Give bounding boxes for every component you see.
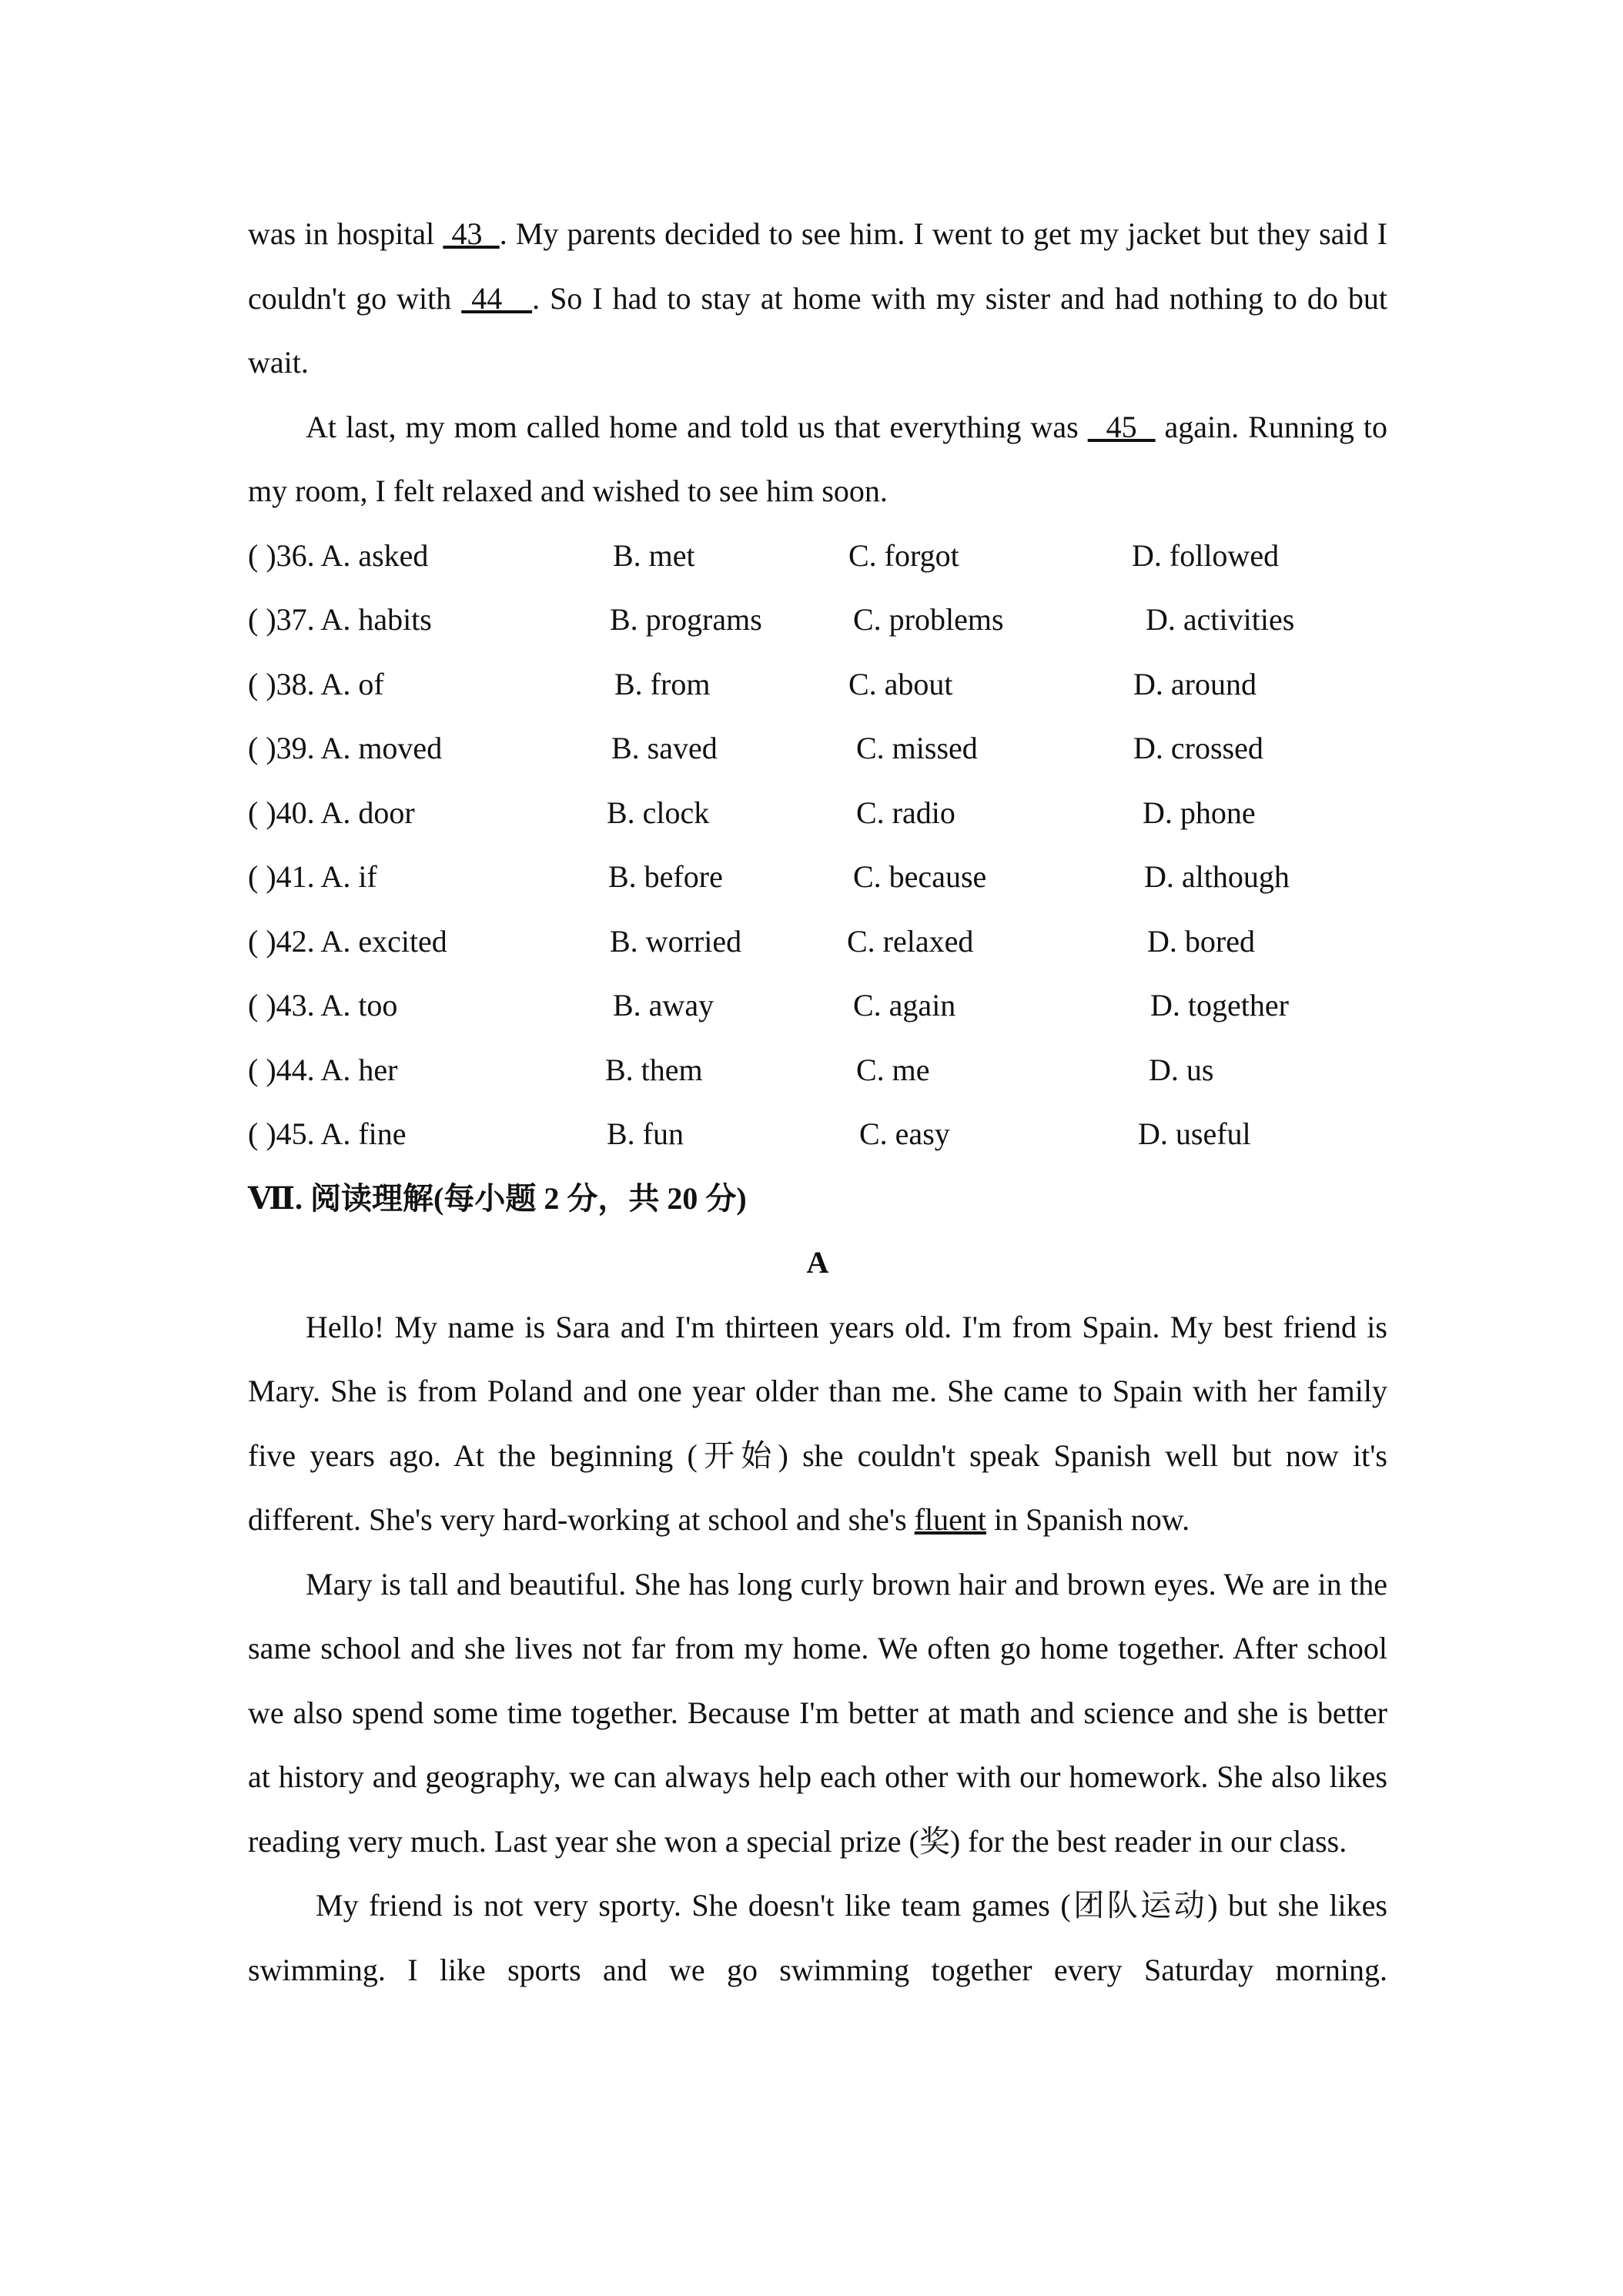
question-row-38 <box>248 652 1387 717</box>
section-title: Ⅶ. 阅读理解(每小题 2 分，共 20 分) <box>248 1180 747 1216</box>
question-stem: ( )44. A. her <box>248 1052 398 1087</box>
question-stem: ( )38. A. of <box>248 666 384 701</box>
question-row-39 <box>248 716 1387 781</box>
option-d: D. around <box>1133 666 1257 701</box>
page-content <box>248 202 1387 2002</box>
question-row-37 <box>248 587 1387 652</box>
option-d: D. activities <box>1146 602 1295 637</box>
option-d: D. us <box>1149 1052 1214 1087</box>
option-c: C. me <box>856 1052 930 1087</box>
option-b: B. programs <box>610 602 762 637</box>
question-row-36 <box>248 524 1387 588</box>
text-run: . So I had to stay at home with my sister and had nothing to do but wait. <box>248 280 1387 380</box>
option-d: D. together <box>1150 988 1289 1022</box>
option-b: B. them <box>605 1052 703 1087</box>
text-run: Hello! My name is Sara and I'm thirteen years old. I'm from Spain. My best friend is Mary. She is from Poland and one year older than me. She came to Spain with her family five years ago. At the beginning (开始) she couldn't speak Spanish well but now it's different. She's very hard-working at school and she's <box>248 1309 1387 1537</box>
reading-paragraph-2: Mary is tall and beautiful. She has long curly brown hair and brown eyes. We are in the same school and she lives not far from my home. We often go home together. After school we also spend some time together. Because I'm better at math and science and she is better at history and geography, we can always help each other with our homework. She also likes reading very much. Last year she won a special prize (奖) for the best reader in our class. <box>248 1566 1387 1859</box>
text-run: in Spanish now. <box>986 1502 1190 1537</box>
question-row-44 <box>248 1038 1387 1103</box>
option-c: C. radio <box>856 795 955 830</box>
cloze-paragraph-1 <box>248 202 1387 395</box>
question-list <box>248 524 1387 1166</box>
blank-45: 45 <box>1087 409 1156 444</box>
question-row-40 <box>248 781 1387 845</box>
option-c: C. again <box>853 988 956 1022</box>
option-b: B. saved <box>611 731 718 765</box>
text-run: was in hospital <box>248 216 443 251</box>
option-d: D. phone <box>1143 795 1256 830</box>
option-c: C. forgot <box>848 537 959 573</box>
reading-paragraph-3: My friend is not very sporty. She doesn't like team games (团队运动) but she likes swimming. I like sports and we go swimming together every Saturday morning. <box>248 1888 1387 1987</box>
option-d: D. bored <box>1147 923 1255 959</box>
option-c: C. missed <box>856 731 978 765</box>
option-d: D. crossed <box>1133 731 1263 765</box>
text-run: again. Running to my room, I felt relaxed and wished to see him soon. <box>248 409 1388 508</box>
question-row-45 <box>248 1102 1387 1166</box>
option-d: D. although <box>1144 859 1290 894</box>
option-d: D. useful <box>1138 1116 1251 1151</box>
option-b: B. fun <box>607 1116 684 1151</box>
reading-paragraph-1 <box>248 1295 1387 1552</box>
option-b: B. from <box>614 666 711 701</box>
cloze-paragraph-2 <box>248 395 1387 524</box>
question-stem: ( )40. A. door <box>248 795 415 830</box>
question-row-42 <box>248 909 1387 974</box>
question-stem: ( )43. A. too <box>248 988 398 1022</box>
option-d: D. followed <box>1132 537 1280 573</box>
option-b: B. worried <box>610 923 742 959</box>
blank-43: 43 <box>443 216 500 251</box>
option-c: C. relaxed <box>847 923 974 959</box>
question-stem: ( )39. A. moved <box>248 731 443 765</box>
option-c: C. about <box>848 666 953 701</box>
question-stem: ( )41. A. if <box>248 859 377 894</box>
option-b: B. before <box>608 859 723 894</box>
option-c: C. because <box>853 859 987 894</box>
option-b: B. met <box>613 537 695 573</box>
passage-label: A <box>806 1245 829 1280</box>
question-stem: ( )42. A. excited <box>248 923 447 959</box>
option-b: B. away <box>613 988 714 1022</box>
question-stem: ( )36. A. asked <box>248 537 429 573</box>
underlined-word: fluent <box>914 1502 986 1537</box>
text-run: . My parents decided to see him. I went to get my jacket but they said I couldn't go with <box>248 216 1387 316</box>
question-row-41 <box>248 845 1387 909</box>
text-run: At last, my mom called home and told us that everything was <box>306 409 1088 444</box>
question-stem: ( )37. A. habits <box>248 602 432 637</box>
option-c: C. problems <box>853 602 1004 637</box>
blank-44: 44 <box>461 280 533 316</box>
option-c: C. easy <box>859 1116 950 1151</box>
question-row-43 <box>248 973 1387 1038</box>
option-b: B. clock <box>607 795 710 830</box>
question-stem: ( )45. A. fine <box>248 1116 407 1151</box>
